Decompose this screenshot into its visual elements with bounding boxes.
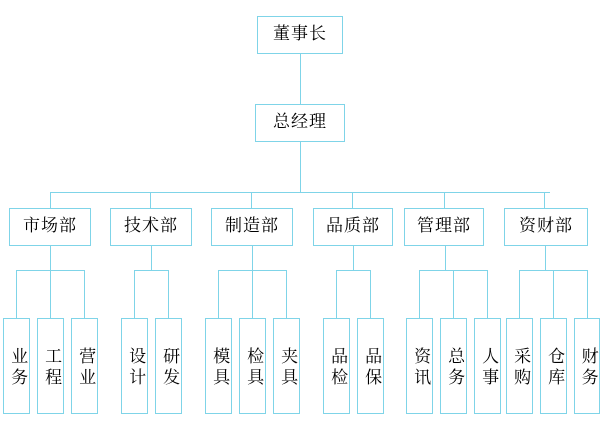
node-quality-assurance-label: 品保 — [361, 347, 382, 389]
node-manufacturing-fixture[interactable] — [273, 318, 300, 414]
drop-finance-2 — [553, 270, 554, 318]
drop-quality-2 — [370, 270, 371, 318]
node-quality-assurance[interactable] — [357, 318, 384, 414]
node-market-engineering-label: 工程 — [41, 347, 62, 389]
drop-dept-4 — [352, 192, 353, 208]
drop-administration-2 — [453, 270, 454, 318]
node-finance-accounting-label: 财务 — [577, 347, 598, 389]
node-dept-technology-label: 技术部 — [124, 216, 178, 237]
connector-chairman-to-gm — [300, 54, 301, 104]
node-technology-rnd-label: 研发 — [159, 347, 180, 389]
connector-administration-down — [445, 246, 446, 270]
node-finance-warehouse-label: 仓库 — [544, 347, 565, 389]
node-market-sales-label: 营业 — [75, 347, 96, 389]
node-finance-purchasing-label: 采购 — [510, 347, 531, 389]
node-dept-manufacturing[interactable] — [211, 208, 293, 246]
connector-finance-down — [545, 246, 546, 270]
node-quality-inspection-label: 品检 — [327, 347, 348, 389]
bus-departments — [50, 192, 550, 193]
drop-dept-2 — [150, 192, 151, 208]
node-market-business[interactable] — [3, 318, 30, 414]
node-technology-rnd[interactable] — [155, 318, 182, 414]
drop-dept-6 — [544, 192, 545, 208]
node-finance-warehouse[interactable] — [540, 318, 567, 414]
node-administration-hr[interactable] — [474, 318, 501, 414]
drop-manufacturing-1 — [218, 270, 219, 318]
node-dept-market[interactable] — [9, 208, 91, 246]
drop-technology-2 — [168, 270, 169, 318]
node-administration-it[interactable] — [406, 318, 433, 414]
node-quality-inspection[interactable] — [323, 318, 350, 414]
drop-manufacturing-2 — [252, 270, 253, 318]
node-dept-market-label: 市场部 — [23, 216, 77, 237]
node-dept-technology[interactable] — [110, 208, 192, 246]
drop-technology-1 — [134, 270, 135, 318]
drop-administration-1 — [419, 270, 420, 318]
node-manufacturing-mold-label: 模具 — [209, 347, 230, 389]
node-technology-design[interactable] — [121, 318, 148, 414]
node-technology-design-label: 设计 — [125, 347, 146, 389]
drop-finance-3 — [587, 270, 588, 318]
node-market-business-label: 业务 — [7, 347, 28, 389]
node-general-manager[interactable] — [255, 104, 345, 142]
drop-manufacturing-3 — [286, 270, 287, 318]
node-chairman[interactable] — [257, 16, 343, 54]
node-dept-finance[interactable] — [504, 208, 588, 246]
bus-technology-children — [134, 270, 168, 271]
connector-market-down — [50, 246, 51, 270]
node-manufacturing-gauge-label: 检具 — [243, 347, 264, 389]
bus-quality-children — [336, 270, 370, 271]
node-dept-finance-label: 资财部 — [519, 216, 573, 237]
node-chairman-label: 董事长 — [273, 24, 327, 45]
node-dept-administration[interactable] — [404, 208, 484, 246]
drop-market-2 — [50, 270, 51, 318]
node-dept-quality-label: 品质部 — [326, 216, 380, 237]
drop-dept-3 — [251, 192, 252, 208]
node-manufacturing-fixture-label: 夹具 — [277, 347, 298, 389]
connector-technology-down — [151, 246, 152, 270]
node-dept-quality[interactable] — [313, 208, 393, 246]
connector-quality-down — [353, 246, 354, 270]
node-administration-hr-label: 人事 — [478, 347, 499, 389]
node-dept-manufacturing-label: 制造部 — [225, 216, 279, 237]
node-administration-it-label: 资讯 — [410, 347, 431, 389]
node-market-engineering[interactable] — [37, 318, 64, 414]
drop-dept-5 — [444, 192, 445, 208]
node-general-manager-label: 总经理 — [273, 112, 327, 133]
drop-market-1 — [16, 270, 17, 318]
drop-finance-1 — [519, 270, 520, 318]
drop-quality-1 — [336, 270, 337, 318]
node-finance-purchasing[interactable] — [506, 318, 533, 414]
connector-manufacturing-down — [252, 246, 253, 270]
node-dept-administration-label: 管理部 — [417, 216, 471, 237]
node-manufacturing-mold[interactable] — [205, 318, 232, 414]
node-administration-general-affairs-label: 总务 — [444, 347, 465, 389]
drop-market-3 — [84, 270, 85, 318]
node-market-sales[interactable] — [71, 318, 98, 414]
drop-administration-3 — [487, 270, 488, 318]
node-manufacturing-gauge[interactable] — [239, 318, 266, 414]
drop-dept-1 — [50, 192, 51, 208]
node-finance-accounting[interactable] — [574, 318, 600, 414]
connector-gm-to-bus — [300, 142, 301, 192]
node-administration-general-affairs[interactable] — [440, 318, 467, 414]
